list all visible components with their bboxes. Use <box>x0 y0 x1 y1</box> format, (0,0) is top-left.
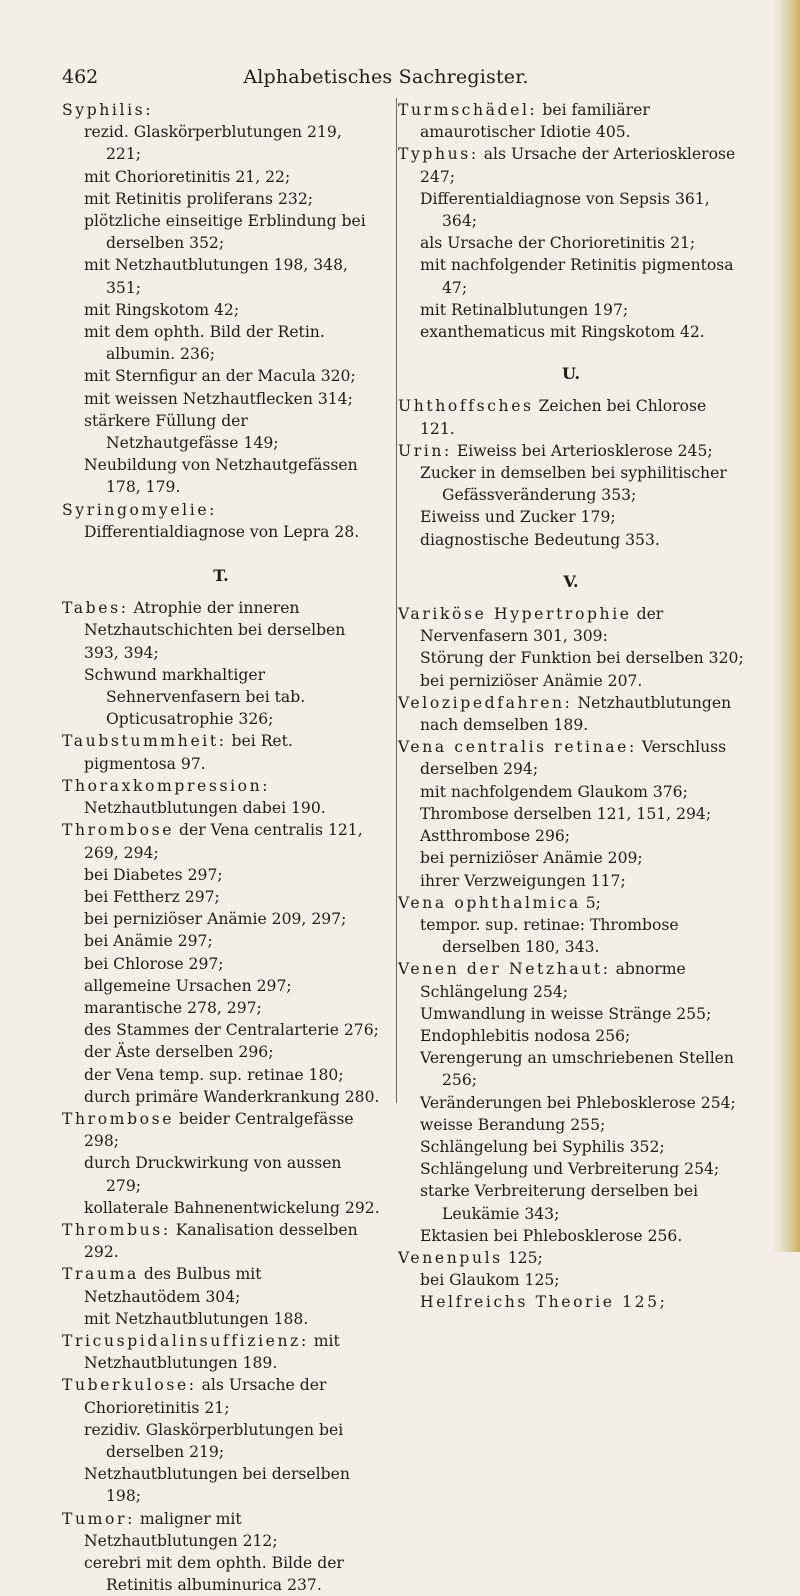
index-subentry: bei perniziöser Anämie 209, 297; <box>84 910 347 929</box>
index-entry <box>62 1374 380 1418</box>
index-subentry: cerebri mit dem ophth. Bilde der Retinitis albuminurica 237. <box>84 1554 344 1595</box>
index-entry-text: Verschluss derselben 294; <box>420 738 727 779</box>
index-subentry: mit dem ophth. Bild der Retin. albumin. 236; <box>84 323 325 364</box>
column-divider <box>396 98 397 1103</box>
index-keyword: Venen der Netzhaut: <box>398 960 611 979</box>
index-subentry: Schlängelung und Verbreiterung 254; <box>420 1160 720 1179</box>
index-keyword: Syringomyelie: <box>62 500 218 519</box>
index-keyword: Uhthoffsches <box>398 397 534 416</box>
index-keyword: Thrombose <box>62 1109 175 1128</box>
index-subentry: als Ursache der Chorioretinitis 21; <box>420 234 696 253</box>
index-subentry: rezid. Glaskörperblutungen 219, 221; <box>84 123 342 164</box>
index-subentry: diagnostische Bedeutung 353. <box>420 530 660 549</box>
index-subentry: bei Glaukom 125; <box>420 1271 560 1290</box>
index-subentry: weisse Berandung 255; <box>420 1115 606 1134</box>
index-subentry: Störung der Funktion bei derselben 320; <box>420 649 744 668</box>
index-keyword: Taubstummheit: <box>62 732 227 751</box>
index-entry <box>398 1247 744 1269</box>
index-entry-text: der Nervenfasern 301, 309: <box>420 605 664 646</box>
index-subentry: bei Fettherz 297; <box>84 887 220 906</box>
index-keyword: Turmschädel: <box>398 101 538 119</box>
index-keyword: Vena ophthalmica <box>398 893 581 912</box>
index-subentry: mit nachfolgender Retinitis pigmentosa 47; <box>420 256 734 297</box>
index-entry-text: bei Ret. pigmentosa 97. <box>84 732 293 773</box>
index-column-left <box>62 99 380 1596</box>
index-entry <box>398 440 744 462</box>
index-entry-text: Zeichen bei Chlorose 121. <box>420 397 707 438</box>
index-subentry: der Äste derselben 296; <box>84 1043 274 1062</box>
index-subentry: bei perniziöser Anämie 209; <box>420 849 643 868</box>
index-subentry: Veränderungen bei Phlebosklerose 254; <box>420 1093 736 1112</box>
index-subentry: Ektasien bei Phlebosklerose 256. <box>420 1226 683 1245</box>
index-subentry: des Stammes der Centralarterie 276; <box>84 1021 379 1040</box>
index-subentry: Zucker in demselben bei syphilitischer Gefässveränderung 353; <box>420 464 727 505</box>
index-entry-text: Differentialdiagnose von Lepra 28. <box>84 522 360 541</box>
index-subentry: stärkere Füllung der Netzhautgefässe 149; <box>84 411 279 453</box>
index-subentry: starke Verbreiterung derselben bei Leukämie 343; <box>420 1182 699 1223</box>
index-entry <box>398 99 744 143</box>
index-subentry: plötzliche einseitige Erblindung bei derselben 352; <box>84 212 366 253</box>
index-entry <box>398 143 744 187</box>
index-subentry: Verengerung an umschriebenen Stellen 256; <box>420 1049 734 1090</box>
index-subentry: marantische 278, 297; <box>84 998 262 1017</box>
index-subentry: Eiweiss und Zucker 179; <box>420 508 616 527</box>
index-subentry: Schwund markhaltiger Sehnervenfasern bei tab. Opticusatrophie 326; <box>84 665 306 729</box>
index-keyword: Velozipedfahren: <box>398 693 573 712</box>
index-entry-text: des Bulbus mit Netzhautödem 304; <box>84 1265 262 1306</box>
index-entry-text: Eiweiss bei Arteriosklerose 245; <box>451 441 713 460</box>
index-entry <box>398 395 744 439</box>
index-subentry: Neubildung von Netzhautgefässen 178, 179. <box>84 456 358 497</box>
index-entry-text: mit Netzhautblutungen 189. <box>84 1331 340 1373</box>
running-title: Alphabetisches Sachregister. <box>243 66 529 88</box>
index-subentry: Schlängelung bei Syphilis 352; <box>420 1137 665 1156</box>
index-entry-text: bei familiärer amaurotischer Idiotie 405. <box>420 101 650 142</box>
index-subentry: Thrombose derselben 121, 151, 294; <box>420 804 712 823</box>
index-entry <box>62 730 380 774</box>
index-keyword: Syphilis: <box>62 101 154 119</box>
index-keyword: Trauma <box>62 1265 139 1284</box>
index-subentry: mit nachfolgendem Glaukom 376; <box>420 782 688 801</box>
index-entry <box>398 958 744 1002</box>
page-edge-shadow <box>772 0 800 1252</box>
index-entry-text: Netzhautblutungen dabei 190. <box>84 799 326 818</box>
index-keyword: Variköse Hypertrophie <box>398 605 632 624</box>
index-entry <box>62 499 380 543</box>
index-subentry: Netzhautblutungen bei derselben 198; <box>84 1465 350 1506</box>
index-subentry: exanthematicus mit Ringskotom 42. <box>420 323 705 342</box>
index-keyword: Thoraxkompression: <box>62 776 271 795</box>
index-entry <box>62 819 380 863</box>
index-keyword: Thrombus: <box>62 1220 171 1239</box>
index-entry-text: Atrophie der inneren Netzhautschichten bei derselben 393, 394; <box>84 599 346 662</box>
index-subentry: mit Ringskotom 42; <box>84 300 240 319</box>
index-entry <box>62 1219 380 1263</box>
index-entry-text: maligner mit Netzhautblutungen 212; <box>84 1509 278 1550</box>
section-letter: T. <box>213 566 229 586</box>
index-entry-text: als Ursache der Arteriosklerose 247; <box>420 145 736 186</box>
index-subentry: mit Chorioretinitis 21, 22; <box>84 167 291 186</box>
index-subentry: kollaterale Bahnenentwickelung 292. <box>84 1198 380 1217</box>
index-keyword: Urin: <box>398 441 452 460</box>
index-subentry: mit Retinitis proliferans 232; <box>84 189 314 208</box>
index-subentry: mit weissen Netzhautflecken 314; <box>84 389 353 408</box>
index-subentry: Differentialdiagnose von Sepsis 361, 364; <box>420 189 710 231</box>
index-column-right <box>398 99 744 1314</box>
index-subentry: durch Druckwirkung von aussen 279; <box>84 1154 342 1195</box>
index-subentry: mit Netzhautblutungen 198, 348, 351; <box>84 256 348 297</box>
index-subentry: der Vena temp. sup. retinae 180; <box>84 1065 344 1084</box>
index-keyword: Tumor: <box>62 1509 135 1528</box>
index-entry-text: der Vena centralis 121, 269, 294; <box>84 821 363 862</box>
index-subentry: Endophlebitis nodosa 256; <box>420 1026 631 1045</box>
index-subentry: mit Retinalblutungen 197; <box>420 300 629 319</box>
section-letter: V. <box>563 571 579 591</box>
index-subentry: mit Netzhautblutungen 188. <box>84 1309 309 1328</box>
section-letter: U. <box>561 364 581 384</box>
index-keyword: Venenpuls <box>398 1248 503 1267</box>
index-subentry: Astthrombose 296; <box>420 827 571 846</box>
page-number: 462 <box>62 66 99 88</box>
index-entry <box>62 1108 380 1152</box>
index-subentry: Umwandlung in weisse Stränge 255; <box>420 1004 712 1023</box>
index-entry <box>62 1263 380 1307</box>
index-subentry: bei perniziöser Anämie 207. <box>420 671 643 690</box>
index-subentry: bei Diabetes 297; <box>84 865 223 884</box>
index-entry <box>62 1508 380 1552</box>
index-entry-text: Netzhautblutungen nach demselben 189. <box>420 693 732 735</box>
index-entry <box>398 692 744 736</box>
index-entry-text: 5; <box>580 893 601 912</box>
index-keyword: Tabes: <box>62 599 129 618</box>
index-entry <box>398 603 744 647</box>
index-subentry: ihrer Verzweigungen 117; <box>420 871 626 890</box>
index-subentry: bei Chlorose 297; <box>84 954 224 973</box>
index-keyword: Typhus: <box>398 145 479 164</box>
index-subentry: tempor. sup. retinae: Thrombose derselben 180, 343. <box>420 915 679 957</box>
index-entry-text: als Ursache der Chorioretinitis 21; <box>84 1376 327 1417</box>
index-entry-text: Kanalisation desselben 292. <box>84 1220 358 1262</box>
index-subentry: allgemeine Ursachen 297; <box>84 976 292 995</box>
index-subentry: durch primäre Wanderkrankung 280. <box>84 1087 380 1106</box>
index-entry-text: 125; <box>502 1248 543 1267</box>
index-subentry: Helfreichs Theorie 125; <box>420 1293 668 1312</box>
index-entry <box>398 892 744 914</box>
index-entry <box>398 736 744 780</box>
index-entry-text: abnorme Schlängelung 254; <box>420 960 686 1001</box>
index-subentry: bei Anämie 297; <box>84 932 213 951</box>
index-keyword: Tuberkulose: <box>62 1376 197 1395</box>
index-entry <box>62 775 380 819</box>
index-keyword: Vena centralis retinae: <box>398 738 637 757</box>
index-subentry: mit Sternfigur an der Macula 320; <box>84 367 356 386</box>
index-keyword: Thrombose <box>62 821 175 840</box>
index-subentry: rezidiv. Glaskörperblutungen bei derselben 219; <box>84 1420 344 1461</box>
index-entry <box>62 99 380 121</box>
index-entry <box>62 1330 380 1374</box>
index-entry-text: beider Centralgefässe 298; <box>84 1109 354 1151</box>
index-entry <box>62 597 380 664</box>
index-keyword: Tricuspidalinsuffizienz: <box>62 1331 309 1350</box>
